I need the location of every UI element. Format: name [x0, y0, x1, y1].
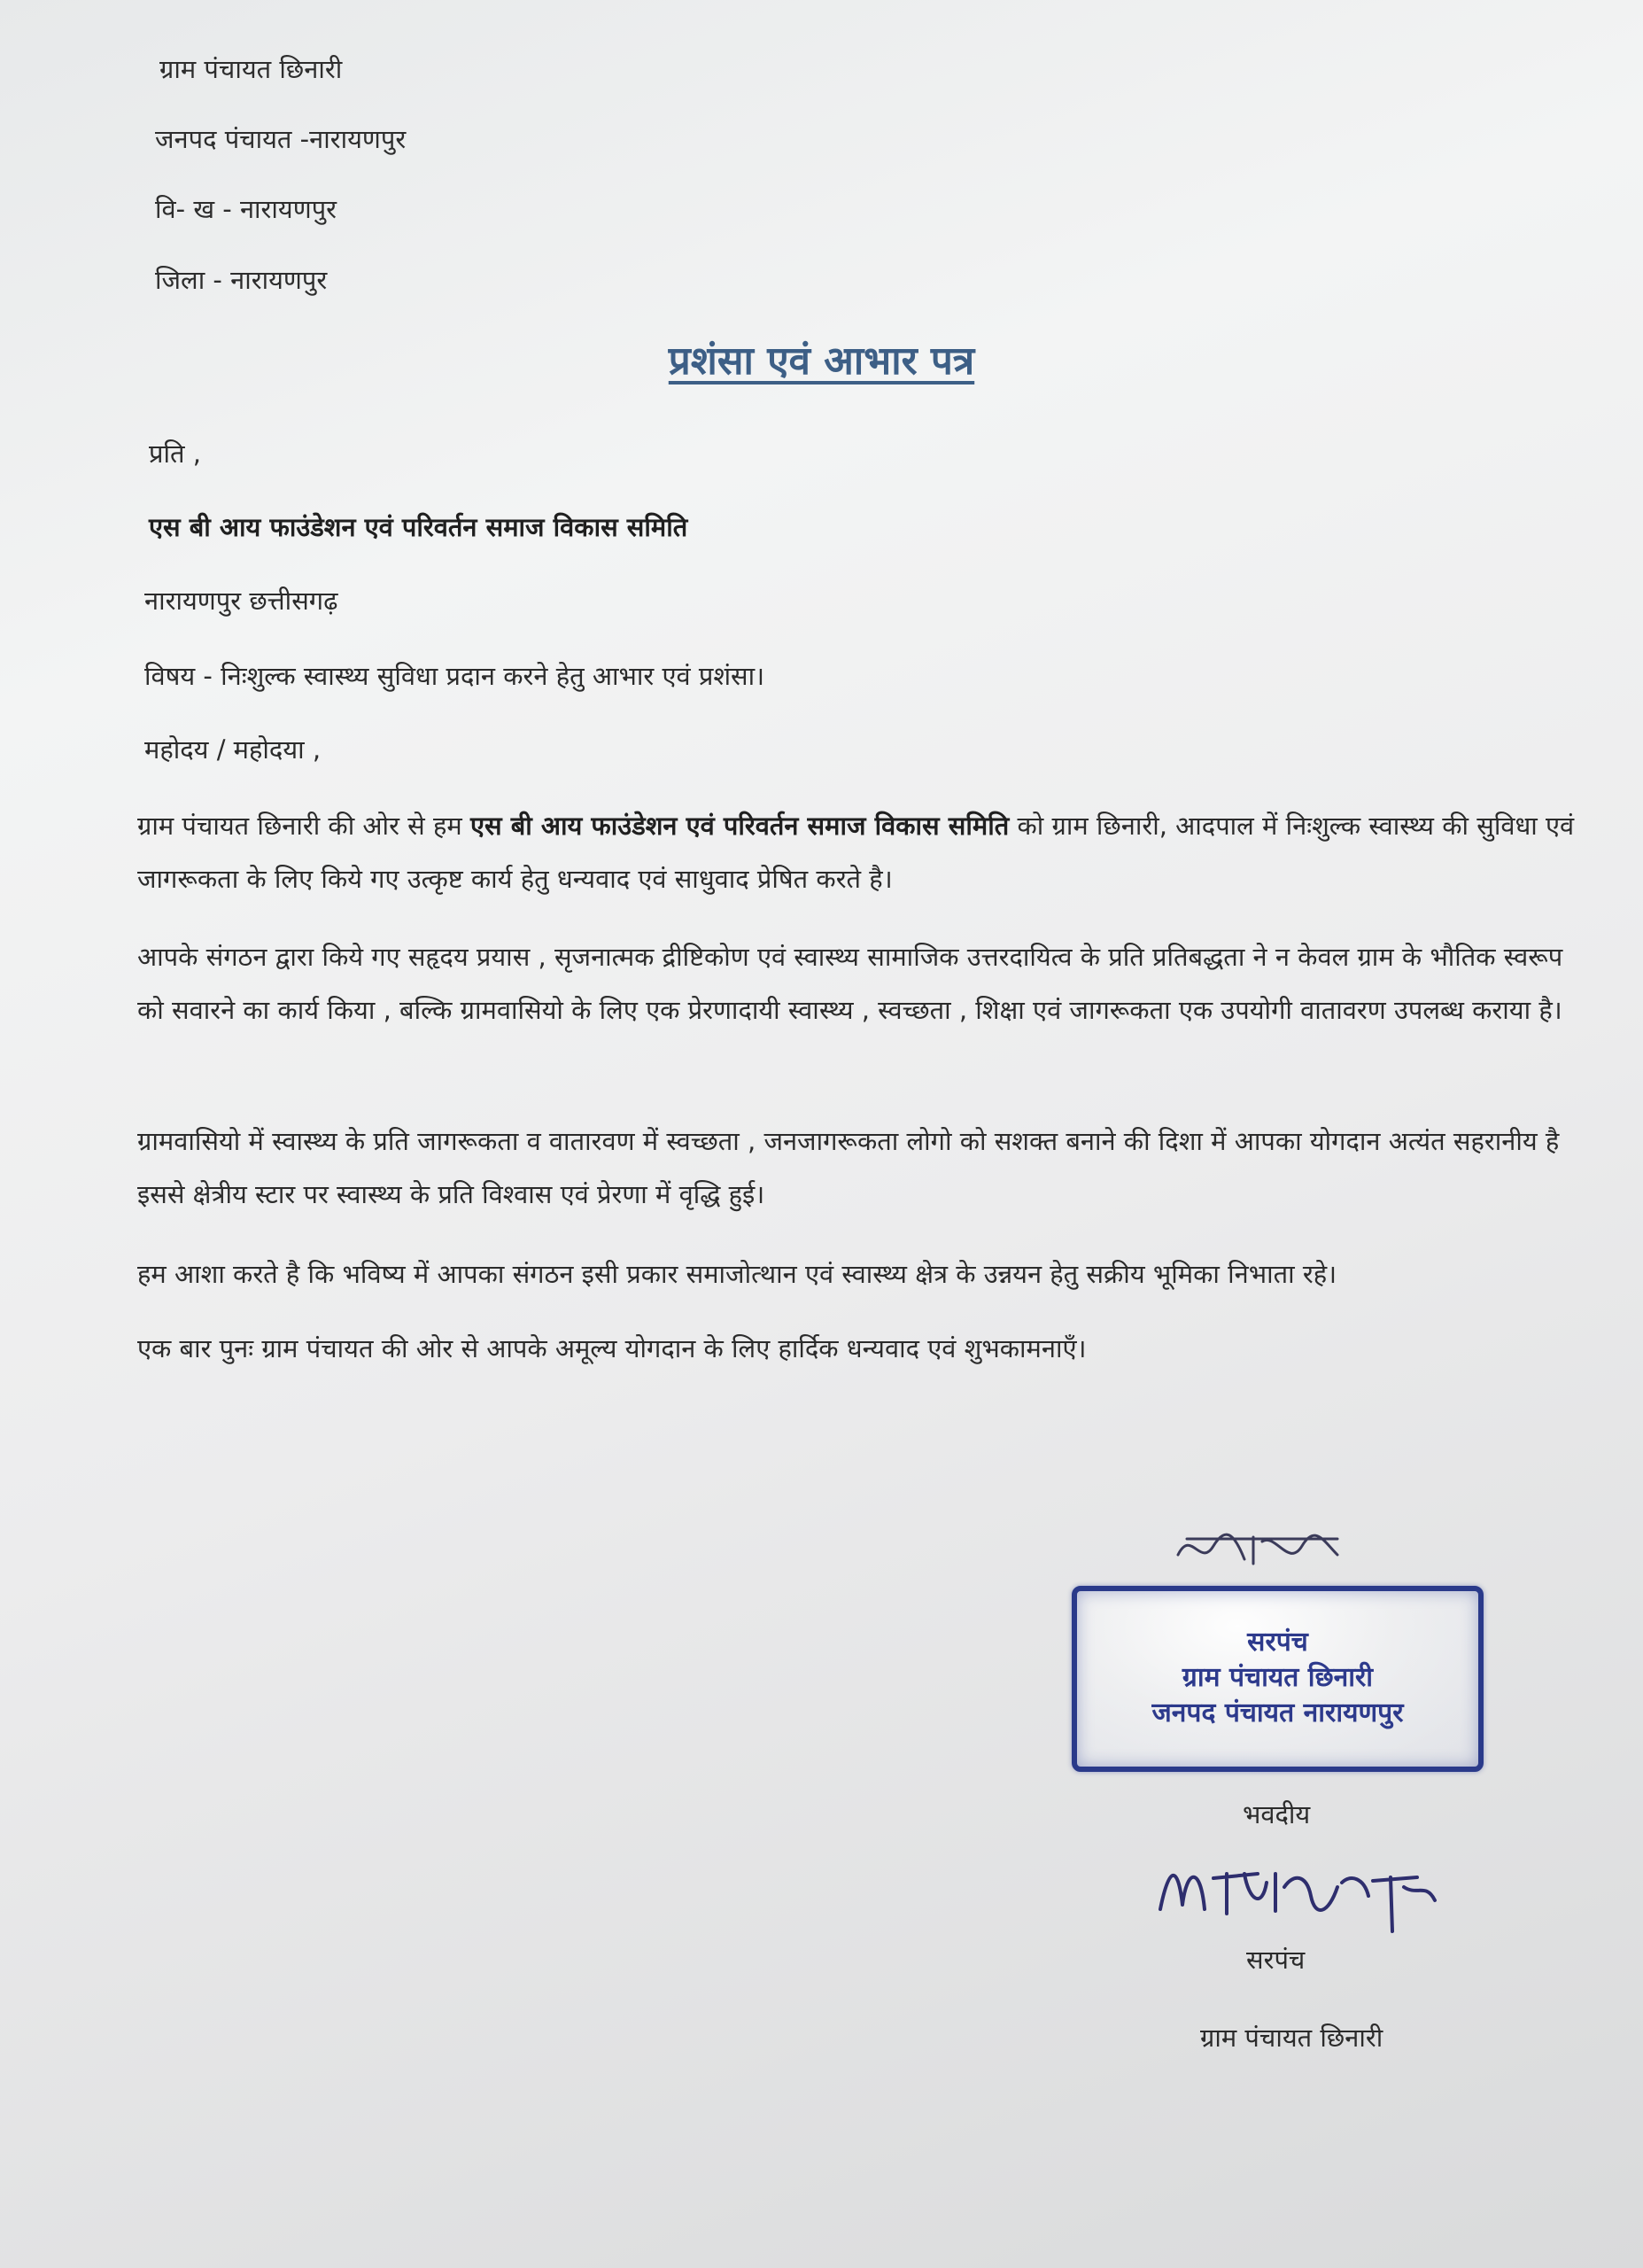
- paragraph-1-text-end: को ग्राम छिनारी, आदपाल में निःशुल्क स्वास्थ्य की सुविधा एवं जागरूकता के लिए किये गए उत्कृष्ट कार्य हेतु धन्यवाद एवं साधुवाद प्रेषित करते है।: [137, 811, 1575, 894]
- paragraph-3: ग्रामवासियो में स्वास्थ्य के प्रति जागरूकता व वातारवण में स्वच्छता , जनजागरूकता लोगो को सशक्त बनाने की दिशा में आपका योगदान अत्यंत सहरानीय है इससे क्षेत्रीय स्टार पर स्वास्थ्य के प्रति विश्वास एवं प्रेरणा में वृद्धि हुई।: [137, 1126, 1560, 1209]
- paragraph-1-org-name: एस बी आय फाउंडेशन एवं परिवर्तन समाज विकास समिति: [469, 811, 1010, 841]
- header-gram-panchayat: ग्राम पंचायत छिनारी: [159, 54, 343, 84]
- closing-designation: सरपंच: [1246, 1945, 1306, 1975]
- paragraph-5: एक बार पुनः ग्राम पंचायत की ओर से आपके अमूल्य योगदान के लिए हार्दिक धन्यवाद एवं शुभकामनाएँ।: [137, 1333, 1087, 1363]
- handwritten-signature: [1151, 1847, 1444, 1945]
- paragraph-4: हम आशा करते है कि भविष्य में आपका संगठन इसी प्रकार समाजोत्थान एवं स्वास्थ्य क्षेत्र के उन्नयन हेतु सक्रीय भूमिका निभाता रहे।: [137, 1259, 1337, 1289]
- official-stamp: [1072, 1586, 1484, 1772]
- recipient-prati: प्रति ,: [149, 439, 201, 469]
- salutation: महोदय / महोदया ,: [144, 734, 322, 765]
- paragraph-1: [137, 799, 1590, 905]
- closing-yours: भवदीय: [1243, 1799, 1311, 1829]
- closing-organization: ग्राम पंचायत छिनारी: [1200, 2023, 1383, 2053]
- stamp-line-gram-panchayat: ग्राम पंचायत छिनारी: [1182, 1662, 1374, 1693]
- recipient-place: नारायणपुर छत्तीसगढ़: [144, 586, 338, 616]
- header-janpad-panchayat: जनपद पंचायत -नारायणपुर: [155, 124, 407, 154]
- subject-line: विषय - निःशुल्क स्वास्थ्य सुविधा प्रदान करने हेतु आभार एवं प्रशंसा।: [144, 661, 765, 691]
- header-vikas-khand: वि- ख - नारायणपुर: [155, 194, 337, 224]
- letter-title: प्रशंसा एवं आभार पत्र: [668, 338, 975, 384]
- stamp-line-sarpanch: सरपंच: [1247, 1627, 1308, 1658]
- paragraph-1-text-start: ग्राम पंचायत छिनारी की ओर से हम: [137, 811, 470, 841]
- paragraph-2: आपके संगठन द्वारा किये गए सहृदय प्रयास , सृजनात्मक द्रीष्टिकोण एवं स्वास्थ्य सामाजिक उत्तरदायित्व के प्रति प्रतिबद्धता ने न केवल ग्राम के भौतिक स्वरूप को सवारने का कार्य किया , बल्कि ग्रामवासियो के लिए एक प्रेरणादायी स्वास्थ्य , स्वच्छता , शिक्षा एवं जागरूकता एक उपयोगी वातावरण उपलब्ध कराया है।: [137, 942, 1563, 1025]
- recipient-name: एस बी आय फाउंडेशन एवं परिवर्तन समाज विकास समिति: [149, 512, 688, 542]
- header-district: जिला - नारायणपुर: [155, 265, 328, 295]
- stamp-initial-signature: [1169, 1519, 1346, 1581]
- stamp-line-janpad-panchayat: जनपद पंचायत नारायणपुर: [1151, 1697, 1404, 1728]
